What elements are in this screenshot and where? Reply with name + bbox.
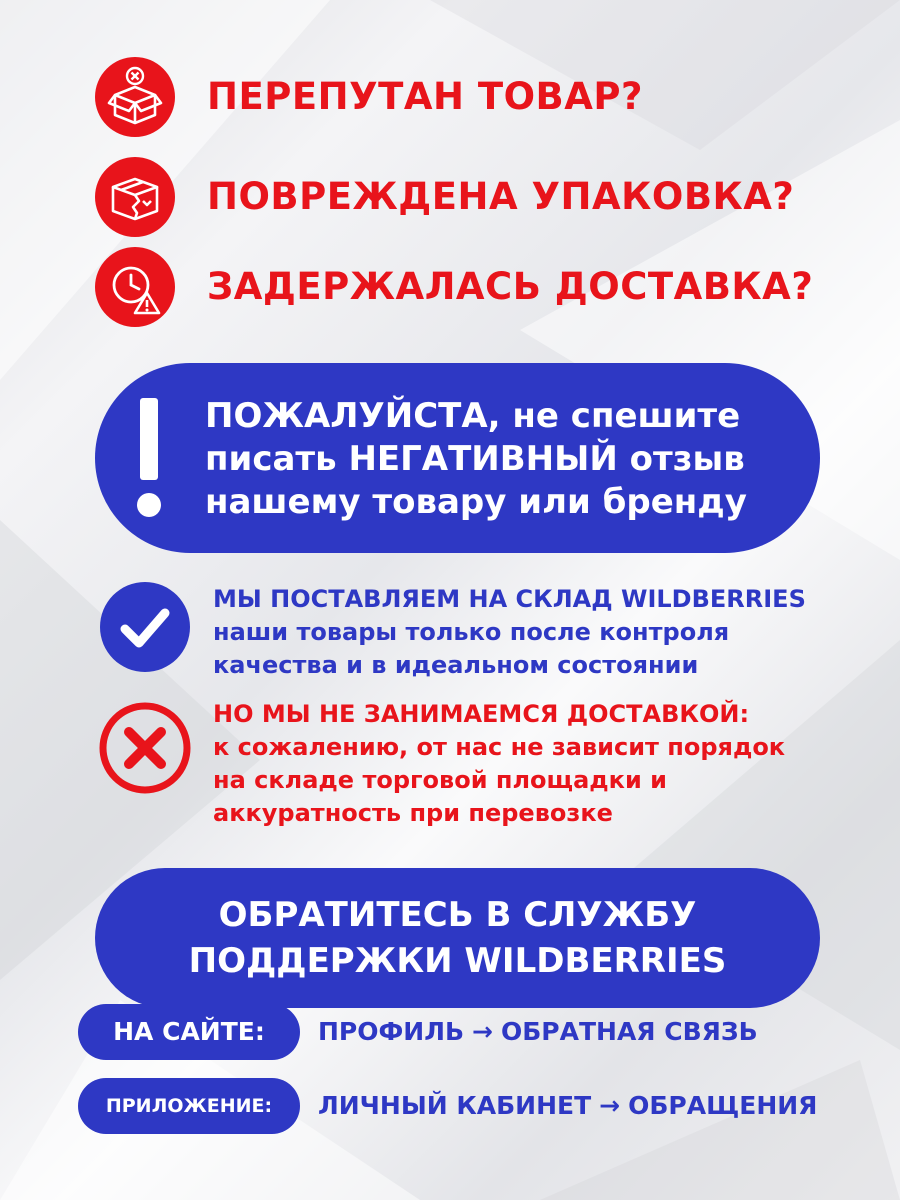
quality-line-1: наши товары только после контроля [213, 618, 730, 646]
question-mixed-up: ПЕРЕПУТАН ТОВАР? [207, 75, 643, 118]
app-path [318, 1078, 817, 1134]
quality-heading: МЫ ПОСТАВЛЯЕМ НА СКЛАД WILDBERRIES [213, 585, 806, 613]
question-damaged: ПОВРЕЖДЕНА УПАКОВКА? [207, 175, 795, 218]
support-line-2: ПОДДЕРЖКИ WILDBERRIES [188, 941, 727, 981]
support-line-1: ОБРАТИТЕСЬ В СЛУЖБУ [218, 895, 697, 935]
notice-line-2: писать НЕГАТИВНЫЙ отзыв [205, 439, 745, 479]
exclamation-icon [137, 398, 161, 518]
quality-statement [95, 583, 855, 683]
notice-banner [95, 363, 820, 553]
clock-warning-icon [95, 247, 175, 327]
quality-line-2: качества и в идеальном состоянии [213, 651, 699, 679]
delivery-line-2: на складе торговой площадки и [213, 766, 667, 794]
delivery-line-1: к сожалению, от нас не зависит порядок [213, 733, 786, 761]
support-text [95, 892, 820, 984]
question-row-delayed [95, 247, 855, 327]
support-banner [95, 868, 820, 1008]
question-row-damaged [95, 157, 855, 237]
question-row-mixed-up [95, 57, 855, 137]
delivery-heading: НО МЫ НЕ ЗАНИМАЕМСЯ ДОСТАВКОЙ: [213, 700, 750, 728]
notice-text [205, 395, 805, 524]
damaged-box-icon [95, 157, 175, 237]
app-path-row [78, 1078, 858, 1138]
site-label: НА САЙТЕ: [78, 1004, 300, 1060]
question-delayed: ЗАДЕРЖАЛАСЬ ДОСТАВКА? [207, 265, 814, 308]
app-path-to: ОБРАЩЕНИЯ [628, 1091, 818, 1120]
check-icon [95, 577, 195, 677]
app-label: ПРИЛОЖЕНИЕ: [78, 1078, 300, 1134]
delivery-statement [95, 698, 855, 838]
app-path-from: ЛИЧНЫЙ КАБИНЕТ [318, 1091, 592, 1120]
arrow-right-icon: → [472, 1017, 493, 1046]
delivery-text [213, 698, 853, 830]
box-x-icon [95, 57, 175, 137]
delivery-line-3: аккуратность при перевозке [213, 799, 613, 827]
site-path-from: ПРОФИЛЬ [318, 1017, 465, 1046]
cross-icon [95, 698, 195, 798]
notice-line-3: нашему товару или бренду [205, 482, 747, 522]
site-path [318, 1004, 758, 1060]
site-path-to: ОБРАТНАЯ СВЯЗЬ [501, 1017, 758, 1046]
notice-line-1: ПОЖАЛУЙСТА, не спешите [205, 396, 741, 436]
site-path-row [78, 1004, 858, 1064]
arrow-right-icon: → [599, 1091, 621, 1120]
quality-text [213, 583, 853, 682]
